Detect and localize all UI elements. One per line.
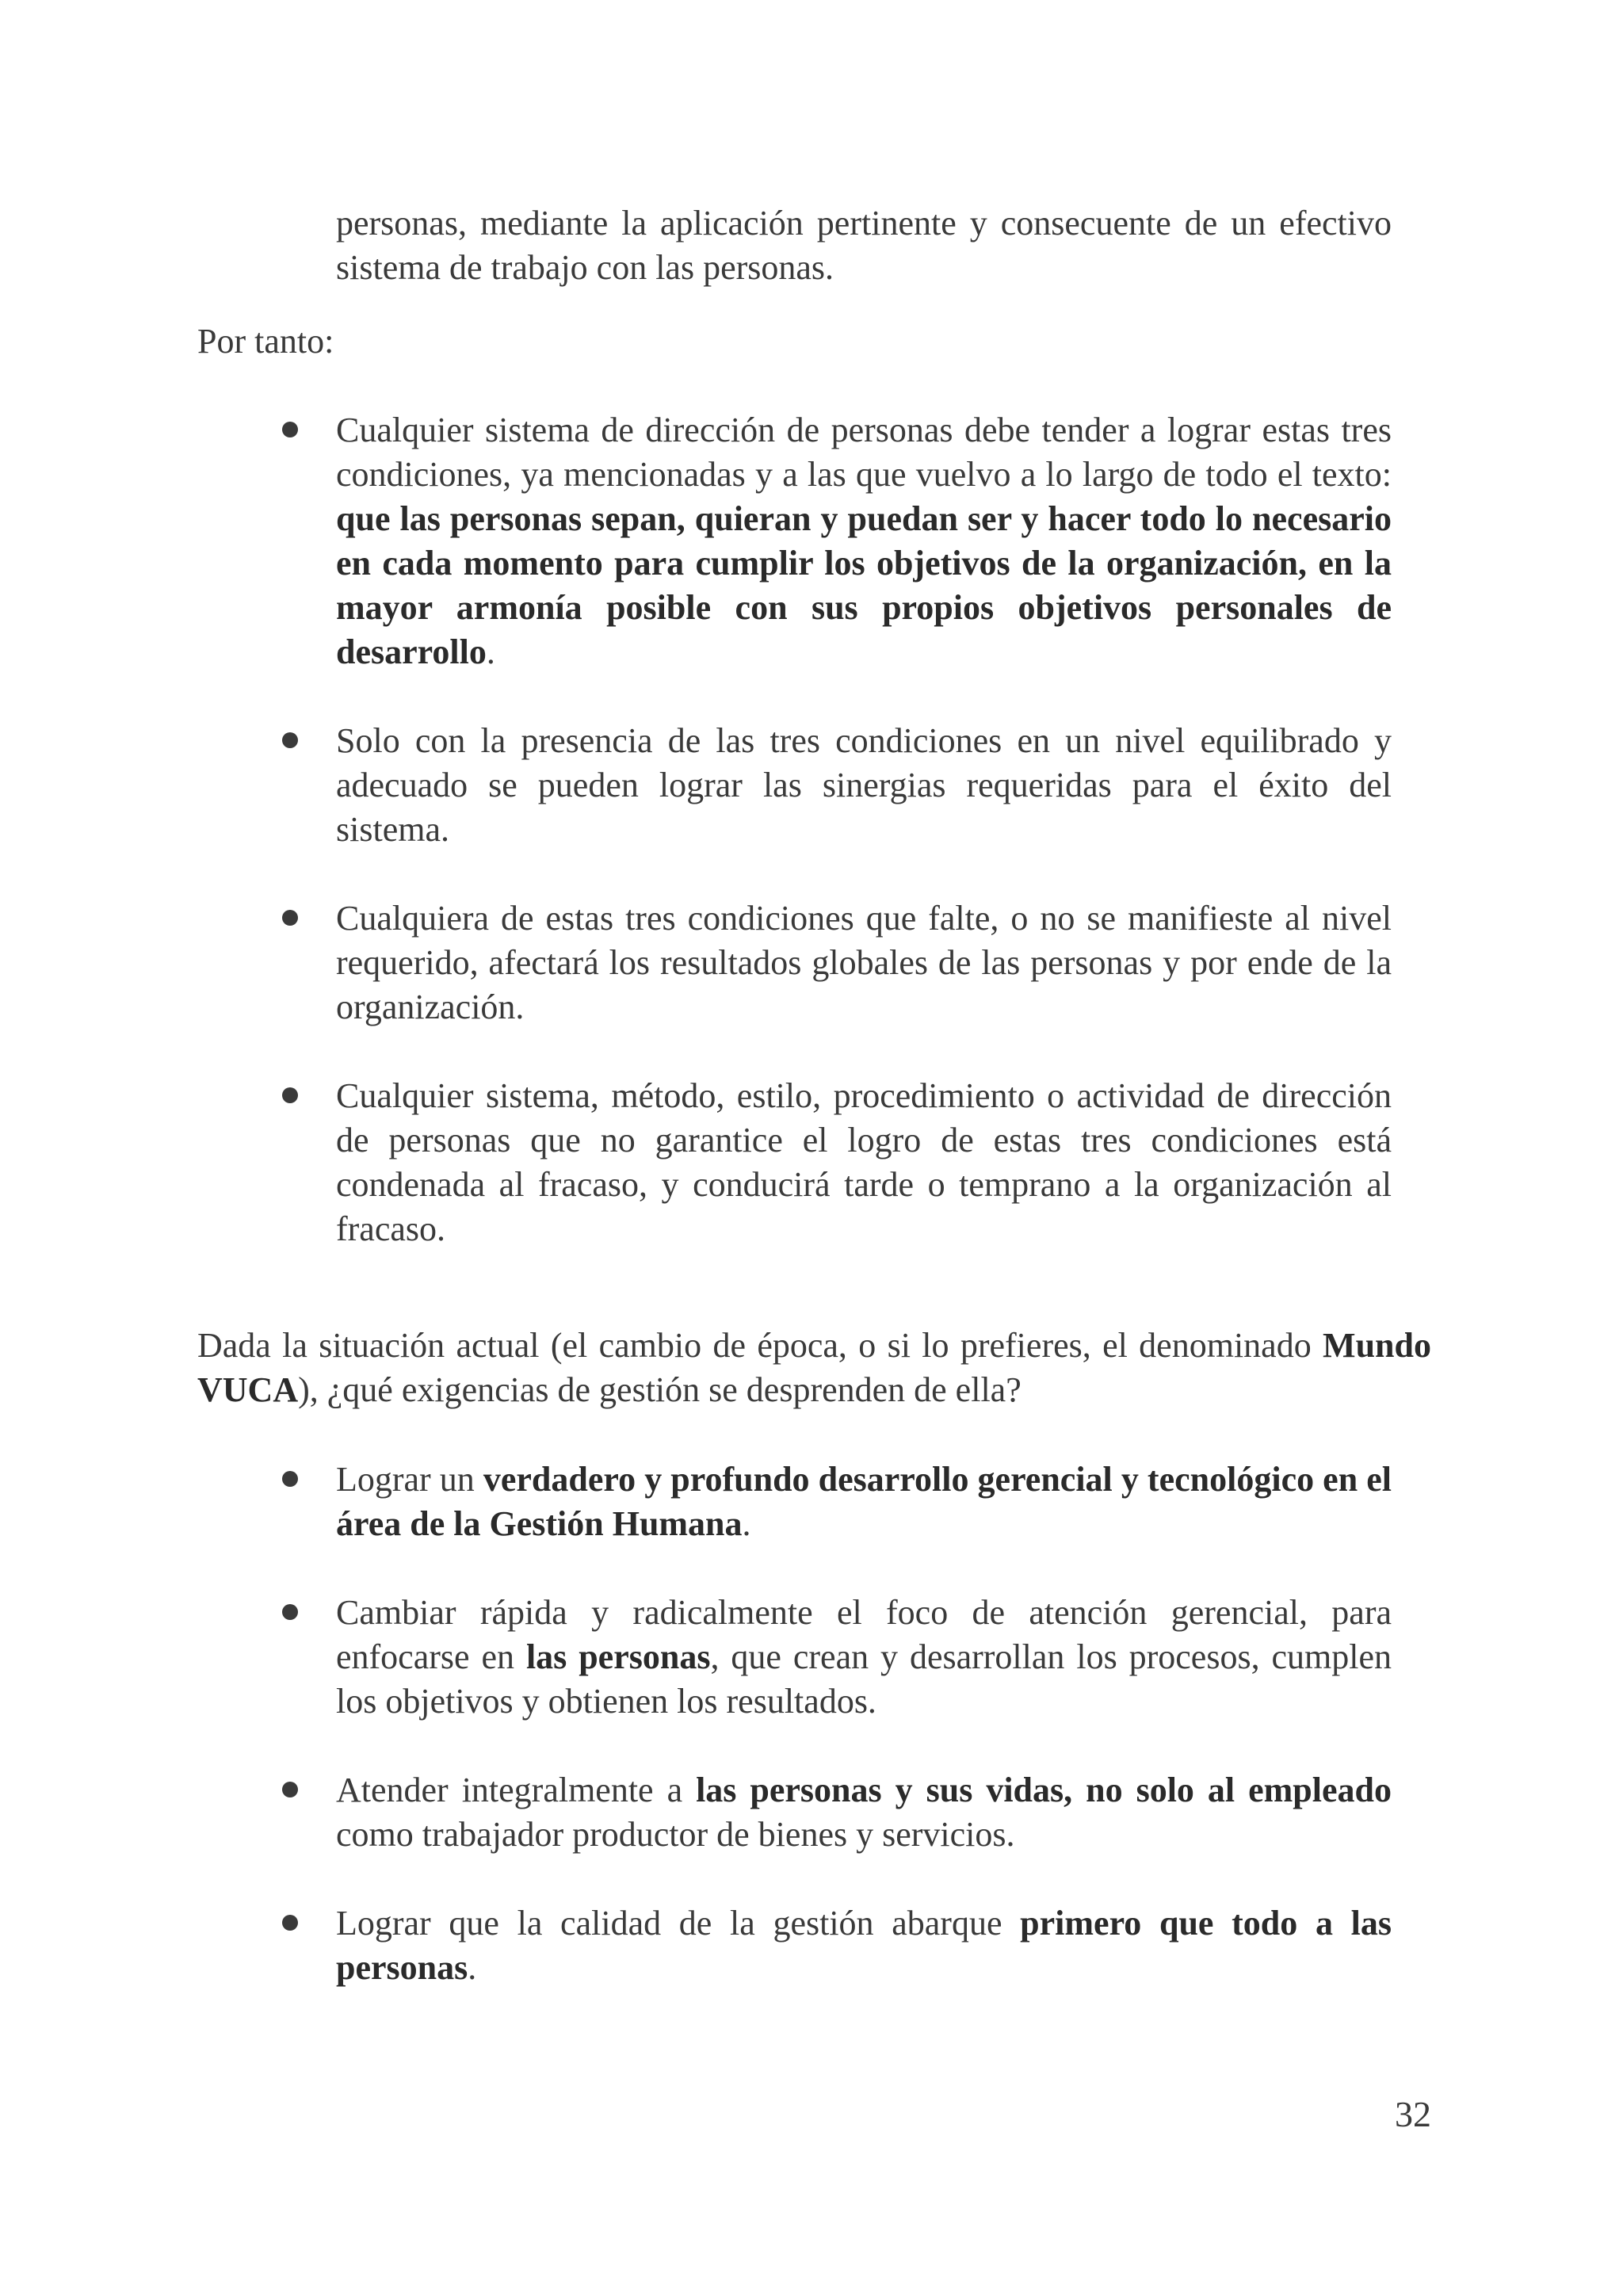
bold-text: Mundo VUCA	[197, 1326, 1431, 1409]
bullet-icon	[282, 1915, 298, 1931]
list-item	[0, 1457, 1623, 1546]
list-item-text: Solo con la presencia de las tres condiciones en un nivel equilibrado y adecuado se pueden lograr las sinergias requeridas para el éxito del sistema.	[336, 721, 1392, 849]
bullet-icon	[282, 1087, 298, 1103]
bold-text: las personas	[525, 1637, 711, 1676]
list-item-text: Atender integralmente a las personas y sus vidas, no solo al empleado como trabajador productor de bienes y servicios.	[336, 1771, 1392, 1854]
list-item	[0, 719, 1623, 852]
intro-paragraph: Por tanto:	[197, 322, 334, 361]
bullet-icon	[282, 910, 298, 926]
bold-text: verdadero y profundo desarrollo gerencial y tecnológico en el área de la Gestión Humana	[336, 1460, 1392, 1543]
list-item	[0, 1591, 1623, 1724]
bullet-icon	[282, 1604, 298, 1620]
list-item	[0, 896, 1623, 1030]
list-item-text: Lograr un verdadero y profundo desarrollo gerencial y tecnológico en el área de la Gestión Humana.	[336, 1460, 1392, 1543]
bold-text: las personas y sus vidas, no solo al empleado	[696, 1771, 1392, 1809]
list-item	[0, 1074, 1623, 1251]
list-item-text: Cambiar rápida y radicalmente el foco de atención gerencial, para enfocarse en las personas, que crean y desarrollan los procesos, cumplen los objetivos y obtienen los resultados.	[336, 1593, 1392, 1721]
bold-text: primero que todo a las personas	[336, 1904, 1392, 1987]
continued-list-text: personas, mediante la aplicación pertinente y consecuente de un efectivo sistema de trabajo con las personas.	[336, 204, 1392, 287]
list-item	[0, 1768, 1623, 1857]
conditions-list	[0, 408, 1623, 1296]
bullet-icon	[282, 1471, 298, 1487]
list-item	[0, 1901, 1623, 1990]
bullet-icon	[282, 422, 298, 437]
list-item-text: Cualquier sistema, método, estilo, procedimiento o actividad de dirección de personas que no garantice el logro de estas tres condiciones está condenada al fracaso, y conducirá tarde o temprano a la organización al fracaso.	[336, 1076, 1392, 1248]
list-item-text: Cualquier sistema de dirección de personas debe tender a lograr estas tres condiciones, ya mencionadas y a las que vuelvo a lo largo de todo el texto: que las personas sepan, quieran y puedan ser y hacer todo lo necesario en cada momento para cumplir los objetivos de la organización, en la mayor armonía posible con sus propios objetivos personales de desarrollo.	[336, 411, 1392, 671]
page-number: 32	[1395, 2094, 1431, 2134]
list-item	[0, 408, 1623, 674]
bullet-icon	[282, 1782, 298, 1797]
bullet-icon	[282, 732, 298, 748]
requirements-list	[0, 1457, 1623, 2034]
list-item-text: Lograr que la calidad de la gestión abarque primero que todo a las personas.	[336, 1904, 1392, 1987]
list-item-text: Cualquiera de estas tres condiciones que falte, o no se manifieste al nivel requerido, afectará los resultados globales de las personas y por ende de la organización.	[336, 899, 1392, 1026]
bold-text: que las personas sepan, quieran y puedan ser y hacer todo lo necesario en cada momento para cumplir los objetivos de la organización, en la mayor armonía posible con sus propios objetivos personales de desarrollo	[336, 499, 1392, 671]
question-paragraph: Dada la situación actual (el cambio de época, o si lo prefieres, el denominado Mundo VUCA), ¿qué exigencias de gestión se desprenden de ella?	[197, 1326, 1431, 1409]
